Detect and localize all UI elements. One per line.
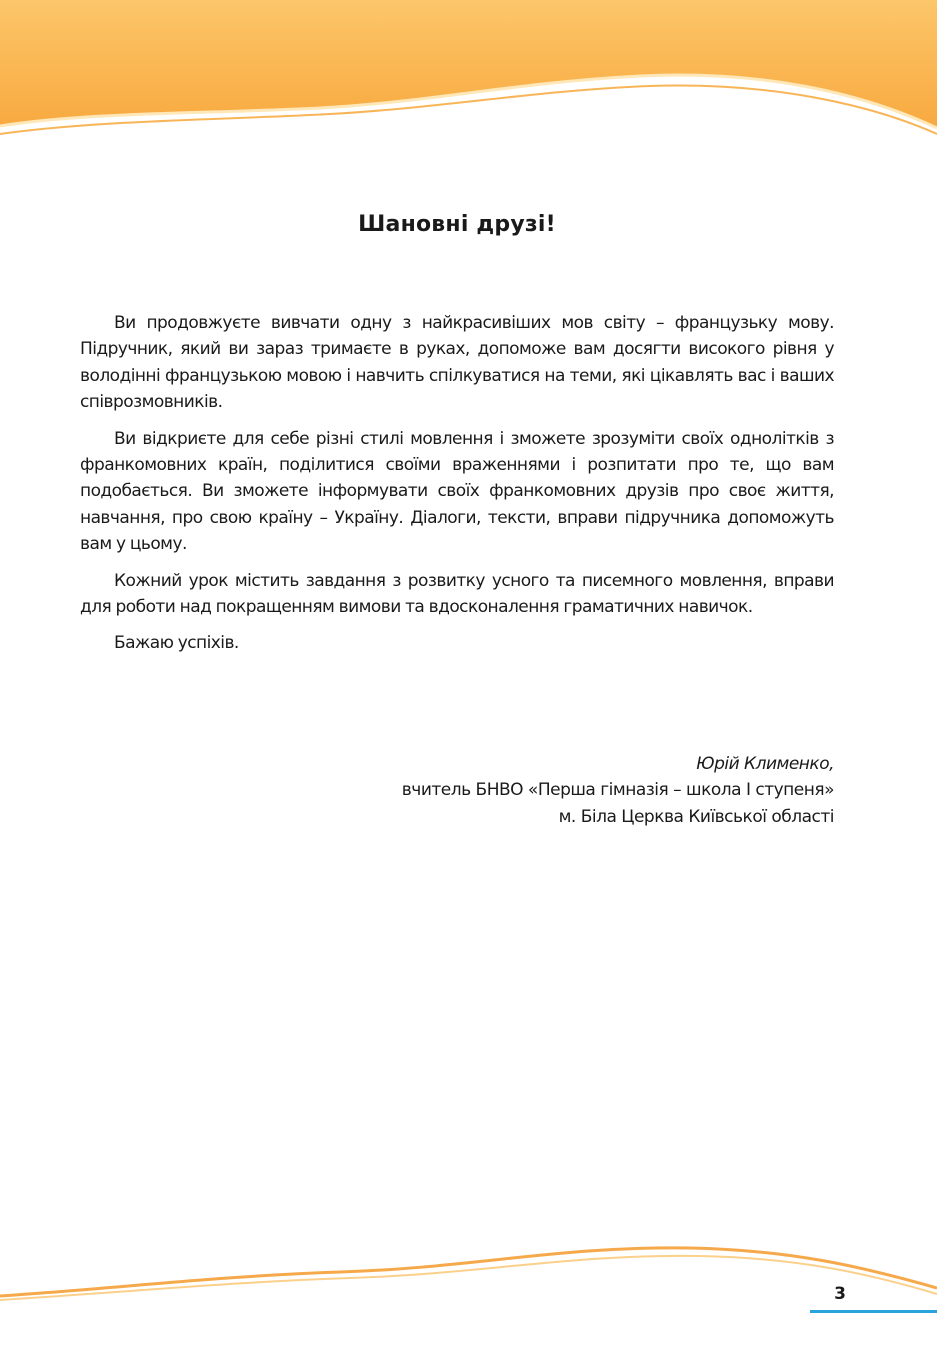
footer-decorative-wave xyxy=(0,1236,937,1306)
author-location: м. Біла Церква Київської області xyxy=(558,806,834,827)
page-number: 3 xyxy=(834,1284,846,1304)
signature-block xyxy=(402,751,834,830)
author-position: вчитель БНВО «Перша гімназія – школа І ступеня» xyxy=(401,780,834,801)
letter-body xyxy=(80,310,834,667)
paragraph-closing: Бажаю успіхів. xyxy=(114,633,239,654)
paragraph-3: Кожний урок містить завдання з розвитку усного та писемного мовлення, вправи для роботи над покращенням вимови та вдосконалення граматичних навичок. xyxy=(80,570,834,618)
page-title: Шановні друзі! xyxy=(358,212,556,237)
page-number-rule xyxy=(810,1310,937,1313)
paragraph-2: Ви відкриєте для себе різні стилі мовлення і зможете зрозуміти своїх однолітків з франкомовних країн, поділитися своїми враженнями і розпитати про те, що вам подобається. Ви зможете інформувати своїх франкомовних друзів про своє життя, навчання, про свою країну – Україну. Діалоги, тексти, вправи підручника допоможуть вам у цьому. xyxy=(80,428,834,555)
header-decorative-band xyxy=(0,0,937,140)
paragraph-1: Ви продовжуєте вивчати одну з найкрасивіших мов світу – французьку мову. Підручник, який ви зараз тримаєте в руках, допоможе вам досягти високого рівня у володінні французькою мовою і навчить спілкуватися на теми, які цікавлять вас і ваших співрозмовників. xyxy=(80,313,834,413)
author-name: Юрій Клименко, xyxy=(696,754,834,774)
